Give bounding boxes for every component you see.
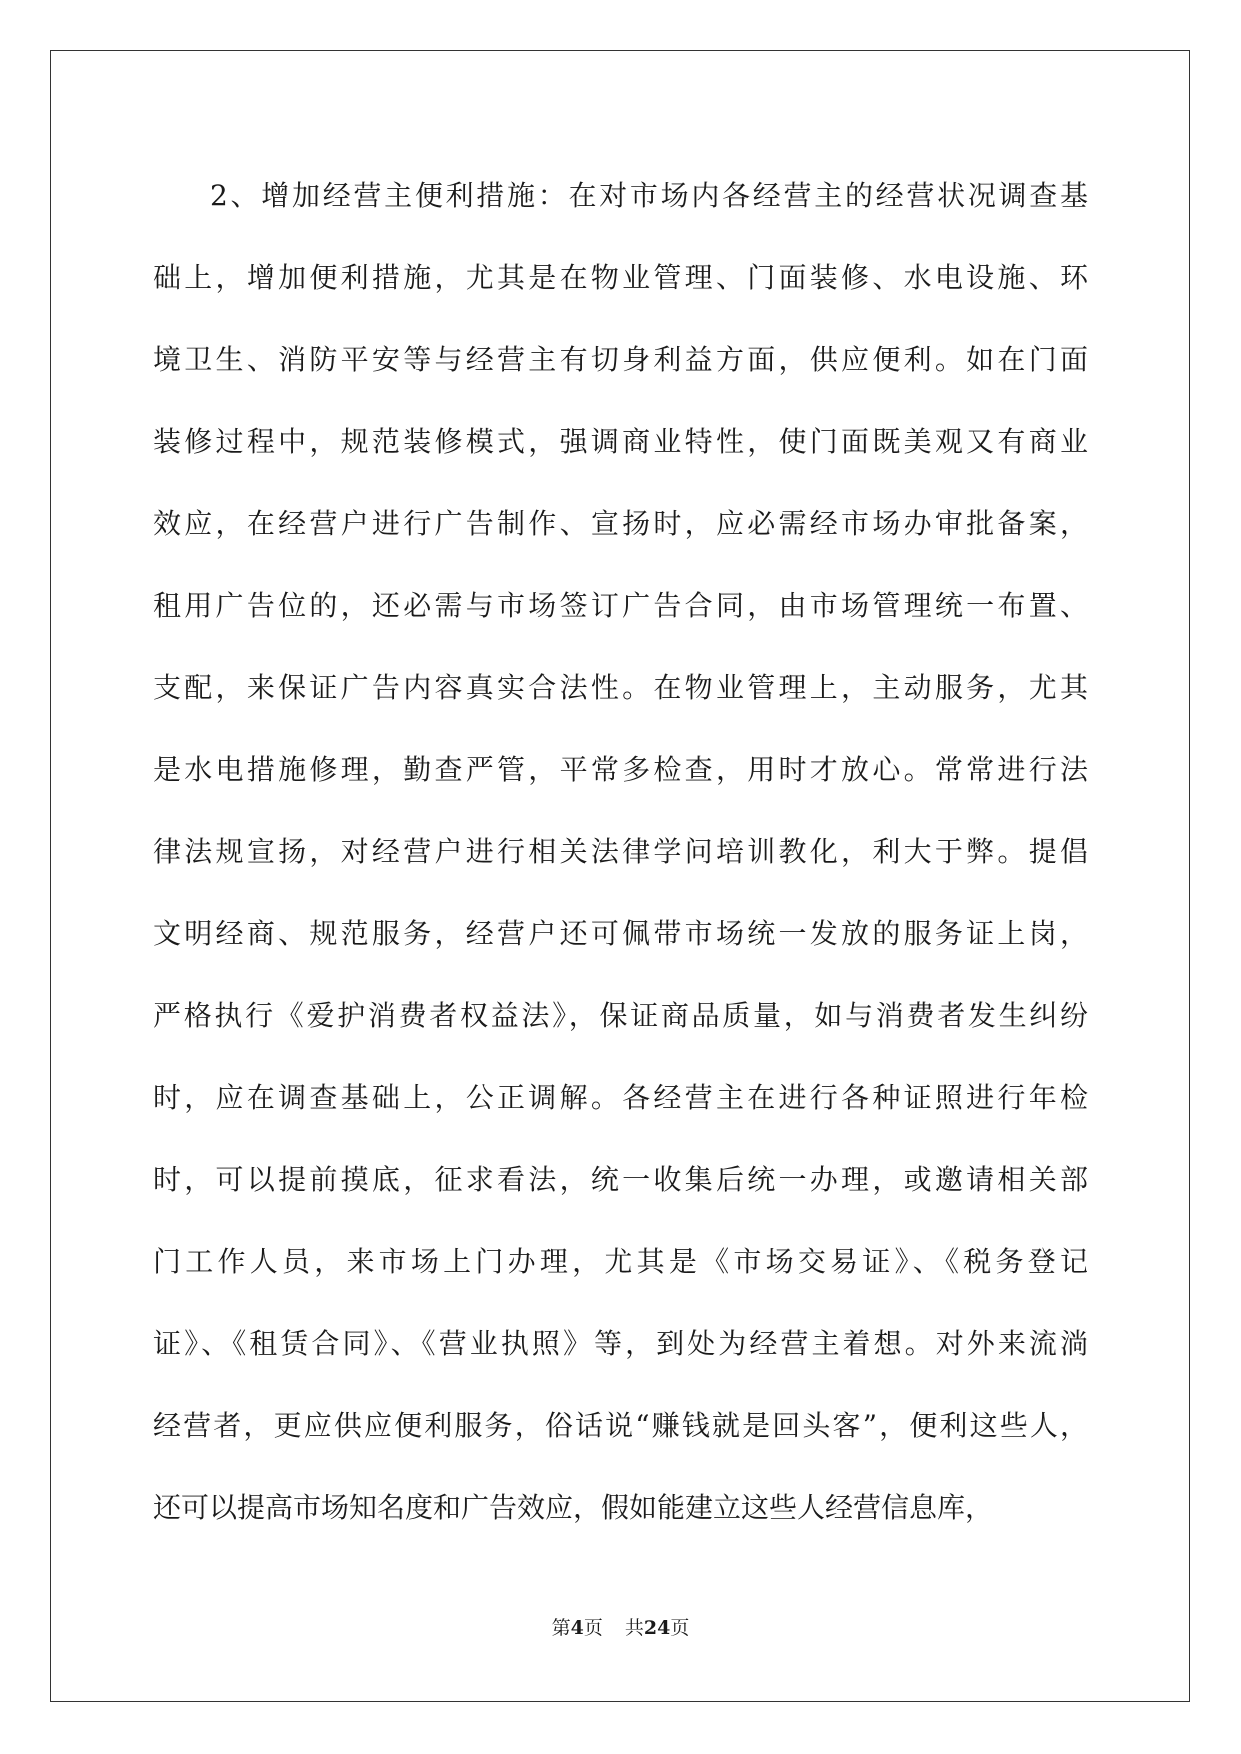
page-number: 4 — [570, 1617, 584, 1639]
text-line: 时，应在调查基础上，公正调解。各经营主在进行各种证照进行年检 — [153, 1081, 1088, 1114]
text-line: 础上，增加便利措施，尤其是在物业管理、门面装修、水电设施、环 — [153, 261, 1088, 294]
text-line: 还可以提高市场知名度和广告效应，假如能建立这些人经营信息库， — [153, 1491, 994, 1524]
text-line: 律法规宣扬，对经营户进行相关法律学问培训教化，利大于弊。提倡 — [153, 835, 1088, 868]
text-line: 是水电措施修理，勤查严管，平常多检查，用时才放心。常常进行法 — [153, 753, 1088, 786]
page-footer — [0, 1613, 1241, 1640]
text-line: 效应，在经营户进行广告制作、宣扬时，应必需经市场办审批备案， — [153, 507, 1088, 540]
page-suffix: 页 — [583, 1617, 603, 1639]
total-prefix: 共 — [624, 1617, 644, 1639]
text-line: 支配，来保证广告内容真实合法性。在物业管理上，主动服务，尤其 — [153, 671, 1088, 704]
text-line: 境卫生、消防平安等与经营主有切身利益方面，供应便利。如在门面 — [153, 343, 1088, 376]
text-line: 经营者，更应供应便利服务，俗话说“赚钱就是回头客”，便利这些人， — [153, 1409, 1088, 1442]
text-line: 严格执行《爱护消费者权益法》，保证商品质量，如与消费者发生纠纷 — [153, 999, 1088, 1032]
text-line: 租用广告位的，还必需与市场签订广告合同，由市场管理统一布置、 — [153, 589, 1088, 622]
text-line: 装修过程中，规范装修模式，强调商业特性，使门面既美观又有商业 — [153, 425, 1088, 458]
text-line: 文明经商、规范服务，经营户还可佩带市场统一发放的服务证上岗， — [153, 917, 1088, 950]
text-line: 证》、《租赁合同》、《营业执照》等，到处为经营主着想。对外来流淌 — [153, 1327, 1088, 1360]
text-line: 门工作人员，来市场上门办理，尤其是《市场交易证》、《税务登记 — [153, 1245, 1088, 1278]
total-pages: 24 — [643, 1617, 671, 1639]
document-body — [153, 165, 1088, 1559]
text-line: 2、增加经营主便利措施：在对市场内各经营主的经营状况调查基 — [210, 179, 1088, 212]
text-line: 时，可以提前摸底，征求看法，统一收集后统一办理，或邀请相关部 — [153, 1163, 1088, 1196]
page-prefix: 第 — [551, 1617, 571, 1639]
total-suffix: 页 — [670, 1617, 690, 1639]
